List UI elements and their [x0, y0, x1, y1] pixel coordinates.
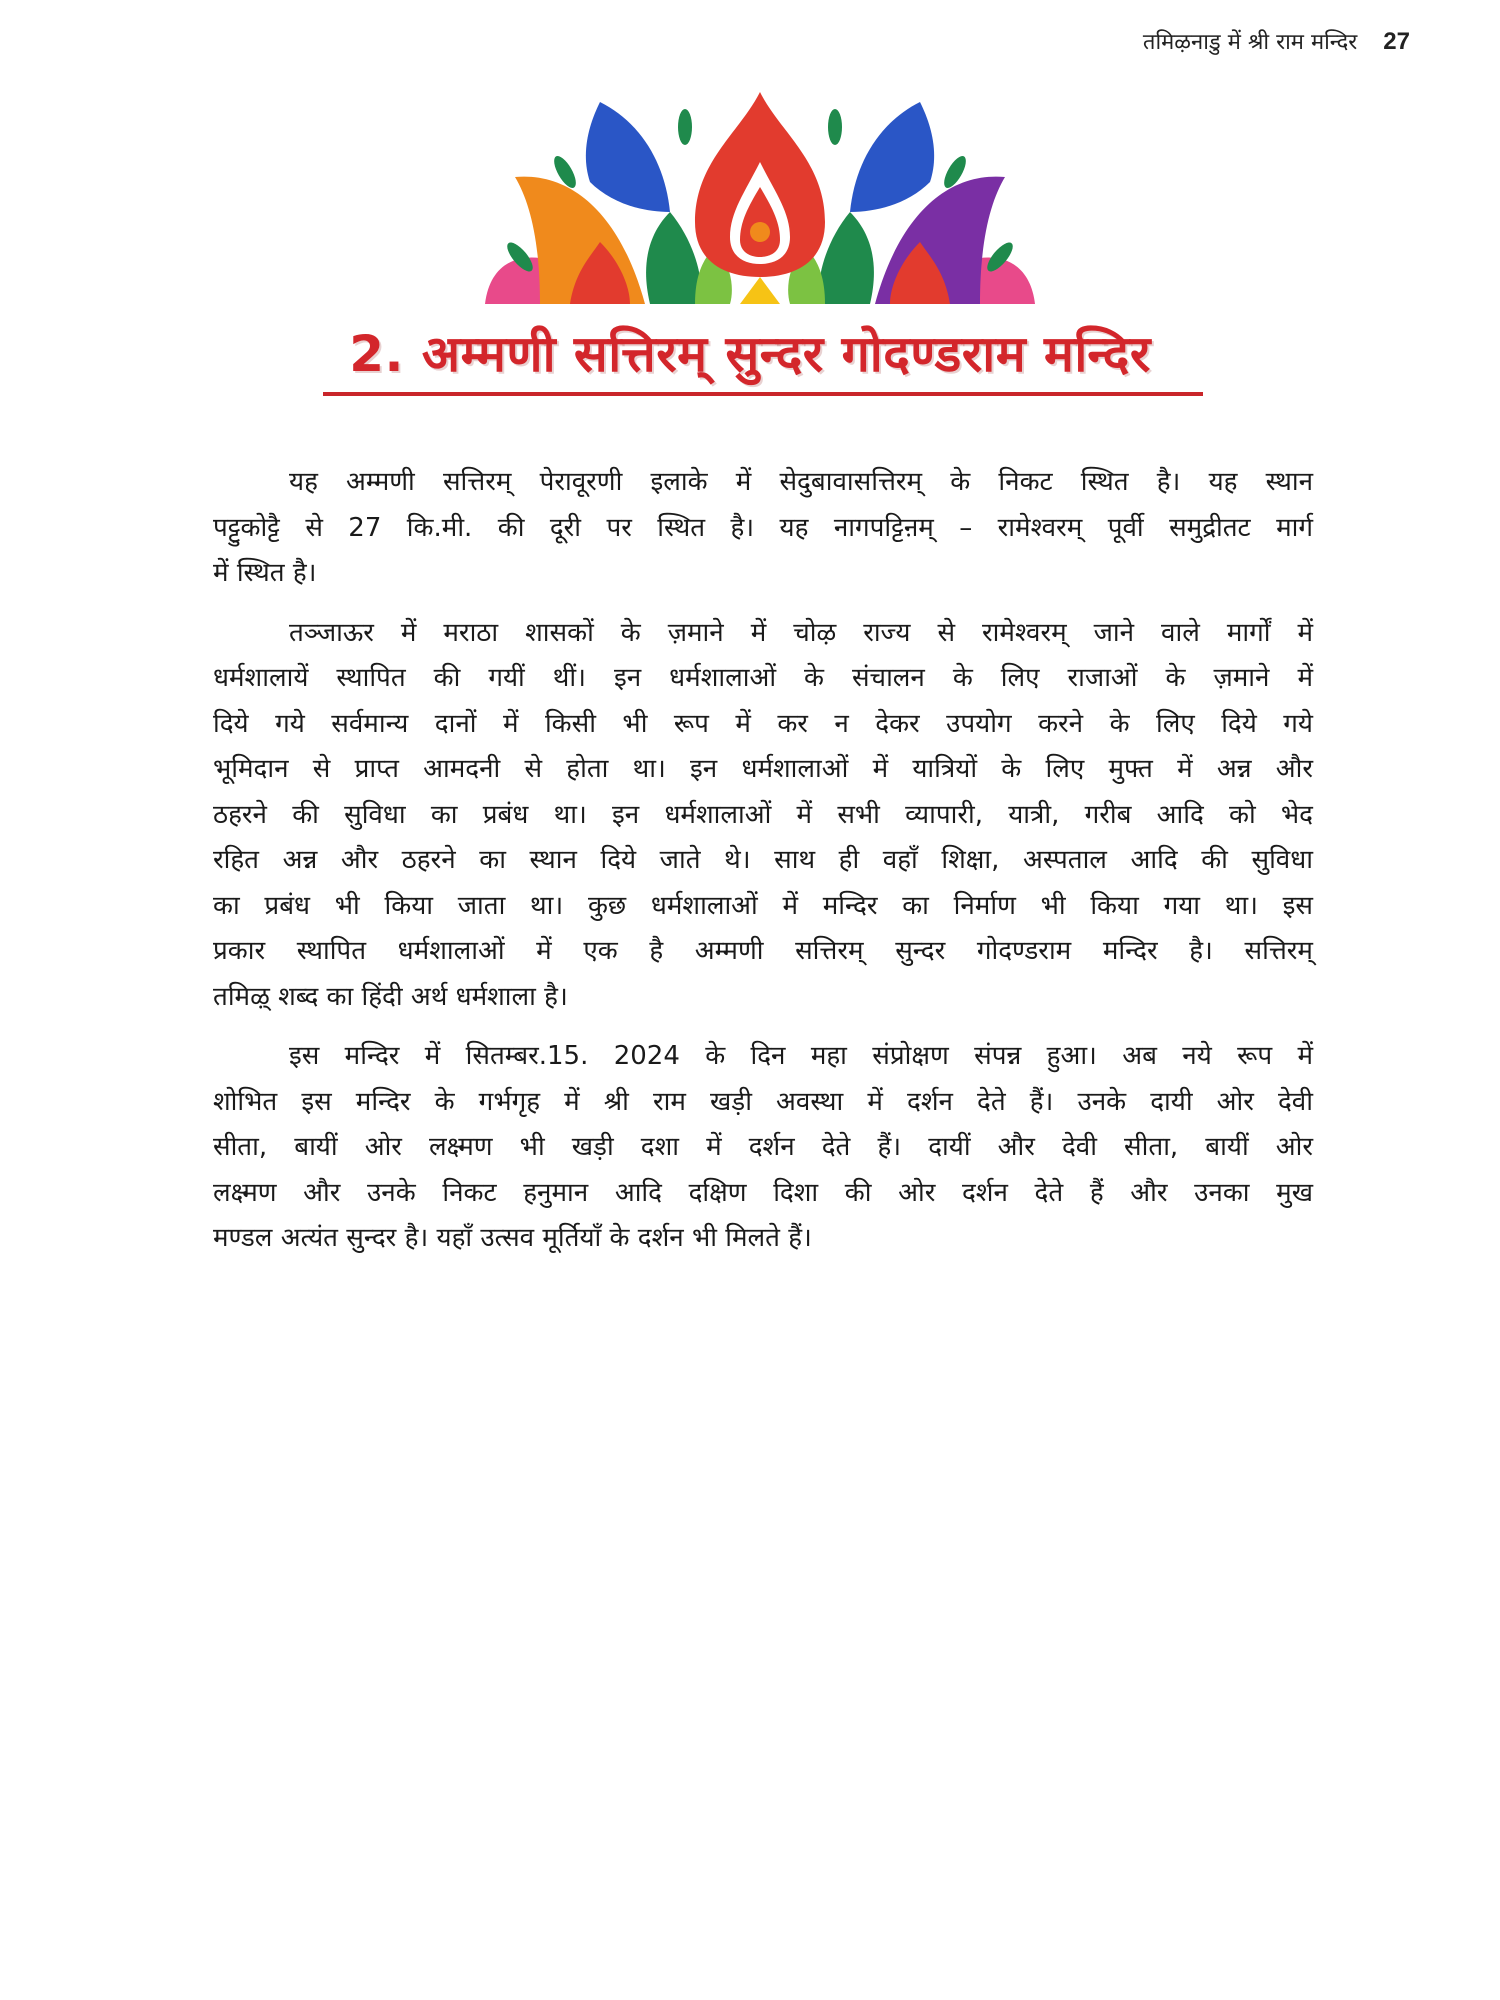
- text-line: भूमिदान से प्राप्त आमदनी से होता था। इन धर्मशालाओं में यात्रियों के लिए मुफ्त में अन्न और: [213, 754, 1313, 784]
- body-text: [213, 460, 1313, 1276]
- text-line: दिये गये सर्वमान्य दानों में किसी भी रूप में कर न देकर उपयोग करने के लिए दिये गये: [213, 708, 1313, 739]
- running-head: [1143, 26, 1410, 56]
- paragraph-2: [213, 611, 1313, 1021]
- text-line: का प्रबंध भी किया जाता था। कुछ धर्मशालाओं में मन्दिर का निर्माण भी किया गया था। इस: [213, 890, 1313, 921]
- text-line: यह अम्मणी सत्तिरम् पेरावूरणी इलाके में सेदुबावासत्तिरम् के निकट स्थित है। यह स्थान: [289, 467, 1313, 497]
- mandala-ornament: [480, 92, 1040, 304]
- text-line: इस मन्दिर में सितम्बर.15. 2024 के दिन महा संप्रोक्षण संपन्न हुआ। अब नये रूप में: [289, 1041, 1313, 1071]
- title-underline: [323, 392, 1203, 396]
- paragraph-1: [213, 460, 1313, 597]
- text-line: मण्डल अत्यंत सुन्दर है। यहाँ उत्सव मूर्तियाँ के दर्शन भी मिलते हैं।: [213, 1223, 812, 1253]
- mandala-petals: [485, 92, 1035, 304]
- chapter-title: 2. अम्मणी सत्तिरम् सुन्दर गोदण्डराम मन्दिर: [349, 325, 1151, 383]
- text-line: पट्टुकोट्टै से 27 कि.मी. की दूरी पर स्थित है। यह नागपट्टिऩम् – रामेश्वरम् पूर्वी समुद्रीतट मार्ग: [213, 512, 1313, 543]
- text-line: तमिऴ् शब्द का हिंदी अर्थ धर्मशाला है।: [213, 981, 568, 1012]
- text-line: ठहरने की सुविधा का प्रबंध था। इन धर्मशालाओं में सभी व्यापारी, यात्री, गरीब आदि को भेद: [213, 799, 1313, 830]
- text-line: सीता, बायीं ओर लक्ष्मण भी खड़ी दशा में दर्शन देते हैं। दायीं और देवी सीता, बायीं ओर: [213, 1132, 1313, 1162]
- paragraph-3: [213, 1034, 1313, 1262]
- text-line: प्रकार स्थापित धर्मशालाओं में एक है अम्मणी सत्तिरम् सुन्दर गोदण्डराम मन्दिर है। सत्तिरम्: [213, 936, 1313, 966]
- text-line: में स्थित है।: [213, 558, 317, 588]
- running-head-title: तमिऴनाडु में श्री राम मन्दिर: [1142, 30, 1358, 55]
- text-line: तञ्जाऊर में मराठा शासकों के ज़माने में चोऴ राज्य से रामेश्वरम् जाने वाले मार्गों में: [289, 617, 1313, 648]
- text-line: लक्ष्मण और उनके निकट हनुमान आदि दक्षिण दिशा की ओर दर्शन देते हैं और उनका मुख: [213, 1177, 1313, 1208]
- text-line: धर्मशालायें स्थापित की गयीं थीं। इन धर्मशालाओं के संचालन के लिए राजाओं के ज़माने में: [213, 663, 1313, 693]
- text-line: रहित अन्न और ठहरने का स्थान दिये जाते थे। साथ ही वहाँ शिक्षा, अस्पताल आदि की सुविधा: [213, 845, 1313, 875]
- page-number: 27: [1383, 28, 1410, 55]
- text-line: शोभित इस मन्दिर के गर्भगृह में श्री राम खड़ी अवस्था में दर्शन देते हैं। उनके दायी ओर देवी: [213, 1086, 1313, 1117]
